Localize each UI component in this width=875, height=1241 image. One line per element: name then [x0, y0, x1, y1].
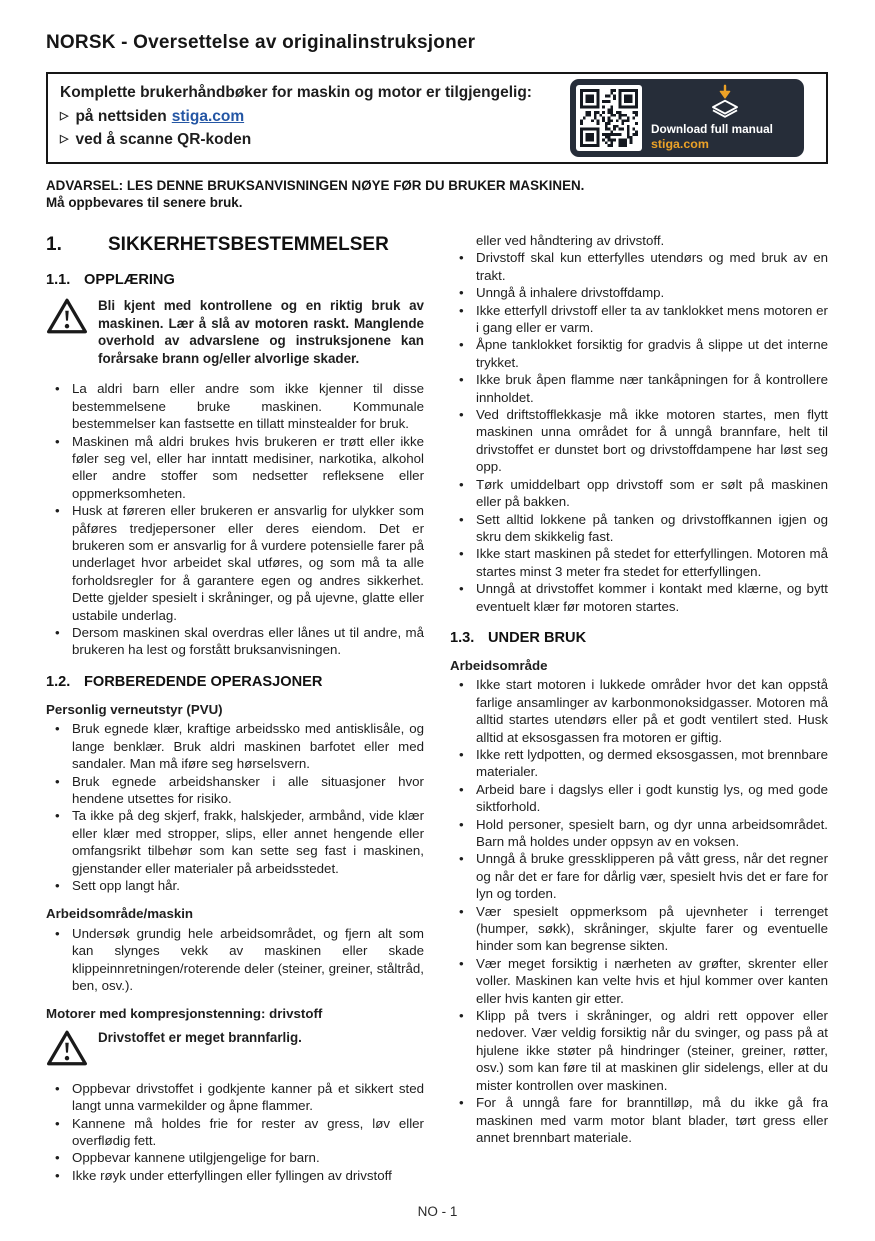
warning-line1: ADVARSEL: LES DENNE BRUKSANVISNINGEN NØYE FØR DU BRUKER MASKINEN.	[46, 178, 585, 193]
list-item: • Oppbevar drivstoffet i godkjente kanner på et sikkert sted langt unna varmekilder og åpne flammer.	[46, 1080, 424, 1115]
bullet-list	[46, 720, 424, 894]
column-right	[450, 232, 828, 1186]
list-item: • Vær meget forsiktig i nærheten av grøfter, skrenter eller voller. Maskinen kan velte hvis et hjul kommer over kanten eller hvis kanten gir etter.	[450, 955, 828, 1007]
list-item: • Åpne tanklokket forsiktig for gradvis å slippe ut det interne trykket.	[450, 336, 828, 371]
section-number: 1.	[46, 234, 62, 255]
warning-note	[46, 1029, 424, 1067]
list-item: • Sett opp langt hår.	[46, 877, 424, 894]
list-item: • Unngå å inhalere drivstoffdamp.	[450, 284, 828, 301]
bullet-list	[450, 676, 828, 1146]
list-item: • Arbeid bare i dagslys eller i godt kunstig lys, og med gode siktforhold.	[450, 781, 828, 816]
manual-info-text	[60, 84, 570, 152]
warning-line2: Må oppbevares til senere bruk.	[46, 195, 243, 210]
download-site-label: stiga.com	[651, 137, 709, 151]
continuation-paragraph: eller ved håndtering av drivstoff.	[476, 233, 665, 248]
list-item: • Bruk egnede arbeidshansker i alle situasjoner hvor hendene utsettes for risiko.	[46, 773, 424, 808]
list-item: • Husk at føreren eller brukeren er ansvarlig for ulykker som påføres tredjepersoner eller deres eiendom. Det er brukeren som er ansvarlig for å vurdere potensielle farer på underlaget hvor arbeidet skal utføres, og som må ta alle forholdsregler for å garantere egen og andres sikkerhet. Dette gjelder spesielt i skråninger, og på ujevne, glatte eller ustabile underlag.	[46, 502, 424, 624]
qr-code-icon	[576, 85, 642, 151]
subsection-number: 1.3.	[450, 629, 475, 646]
paragraph-heading: Motorer med kompresjonstenning: drivstoff	[46, 1006, 323, 1022]
list-item: • Unngå å bruke gressklipperen på vått gress, når det regner og når det er fare for dårlig vær, spesielt hvis det er fare for lyn og torden.	[450, 850, 828, 902]
section-title: SIKKERHETSBESTEMMELSER	[108, 234, 389, 255]
bullet-list	[46, 380, 424, 659]
list-item: • For å unngå fare for branntilløp, må du ikke gå fra maskinen med varm motor blant blader, tørt gress eller annet brennbart materiale.	[450, 1094, 828, 1146]
list-item: • Ikke røyk under etterfyllingen eller fyllingen av drivstoff	[46, 1167, 424, 1184]
info-item-qr	[60, 129, 570, 152]
subsection-heading	[450, 630, 828, 646]
subsection-number: 1.2.	[46, 673, 71, 690]
subsection-heading	[46, 272, 424, 288]
section-heading	[46, 234, 424, 256]
stiga-link[interactable]: stiga.com	[171, 108, 245, 125]
list-item: • Kannene må holdes frie for rester av gress, løv eller overflødig fett.	[46, 1115, 424, 1150]
subsection-number: 1.1.	[46, 272, 71, 288]
warning-triangle-icon	[46, 297, 88, 367]
list-item: • Klipp på tvers i skråninger, og aldri rett oppover eller nedover. Vær veldig forsiktig når du svinger, og pass på at hjulene ikke støter på hindringer (steiner, greiner, røtter, osv.) som kan føre til at maskinen glir sidelengs, eller at du mister kontrollen over maskinen.	[450, 1007, 828, 1094]
list-item: • Ikke rett lydpotten, og dermed eksosgassen, mot brennbare materialer.	[450, 746, 828, 781]
info-item-qr-text: ved å scanne QR-koden	[75, 131, 252, 148]
list-item: • Unngå at drivstoffet kommer i kontakt med klærne, og bytt eventuelt klær før motoren startes.	[450, 580, 828, 615]
list-item: • Drivstoff skal kun etterfylles utendørs og med bruk av en trakt.	[450, 249, 828, 284]
two-column-layout	[46, 232, 828, 1186]
subsection-title: FORBEREDENDE OPERASJONER	[84, 673, 323, 690]
subsection-title: OPPLÆRING	[84, 272, 175, 288]
warning-statement	[46, 177, 828, 211]
list-item: • Bruk egnede klær, kraftige arbeidssko med antisklisåle, og lange benklær. Bruk aldri maskinen barfotet eller med sandaler. Man må iføre seg hørselsvern.	[46, 720, 424, 772]
paragraph-heading: Personlig verneutstyr (PVU)	[46, 701, 223, 717]
subsection-heading	[46, 674, 424, 690]
download-label: Download full manual	[651, 122, 773, 136]
list-item: • Undersøk grundig hele arbeidsområdet, og fjern alt som kan slynges vekk av maskinen eller skade klippeinnretningen/roterende deler (steiner, greiner, ståltråd, ben, osv.).	[46, 925, 424, 995]
bullet-list	[450, 249, 828, 615]
warning-note-text: Bli kjent med kontrollene og en riktig bruk av maskinen. Lær å slå av motoren raskt. Manglende overhold av advarslene og instruksjonene kan forårsake brann og/eller alvorlige skader.	[98, 298, 424, 366]
download-info	[651, 84, 798, 152]
paragraph-heading: Arbeidsområde/maskin	[46, 906, 194, 922]
list-item: • Tørk umiddelbart opp drivstoff som er sølt på maskinen eller på bakken.	[450, 476, 828, 511]
list-item: • Maskinen må aldri brukes hvis brukeren er trøtt eller ikke føler seg vel, eller har inntatt medisiner, narkotika, alkohol eller andre stoffer som nedsetter refleksene eller oppmerksomheten.	[46, 433, 424, 503]
list-item: • Vær spesielt oppmerksom på ujevnheter i terrenget (humper, søkk), skråninger, skjulte farer og eventuelle hinder som kan begrense sikten.	[450, 903, 828, 955]
subsection-title: UNDER BRUK	[488, 629, 587, 646]
bullet-list	[46, 925, 424, 995]
list-item: • Ikke start maskinen på stedet for etterfyllingen. Motoren må startes minst 3 meter fra stedet for etterfyllingen.	[450, 545, 828, 580]
list-item: • Ikke bruk åpen flamme nær tankåpningen for å kontrollere innholdet.	[450, 371, 828, 406]
paragraph-heading: Arbeidsområde	[450, 657, 548, 673]
bullet-list	[46, 1080, 424, 1184]
list-item: • Sett alltid lokkene på tanken og drivstoffkannen igjen og skru dem skikkelig fast.	[450, 511, 828, 546]
page-title: NORSK - Oversettelse av originalinstruksjoner	[46, 32, 476, 53]
list-item: • Ved driftstofflekkasje må ikke motoren startes, men flytt maskinen unna området for å unngå brannfare, helt til drivstoffet er dunstet bort og drivstoffdampene har løst seg opp.	[450, 406, 828, 476]
info-item-website	[60, 106, 570, 129]
triangle-bullet-icon: ▷	[60, 110, 69, 122]
download-panel	[570, 79, 804, 157]
list-item: • Ta ikke på deg skjerf, frakk, halskjeder, armbånd, vide klær eller klær med stropper, slips, eller annet hengende eller omfangsrikt tilbehør som kan sette seg fast i maskinen, gjenstander eller materialer på arbeidsstedet.	[46, 807, 424, 877]
list-item: • Ikke etterfyll drivstoff eller ta av tanklokket mens motoren er i gang eller er varm.	[450, 302, 828, 337]
list-item: • Dersom maskinen skal overdras eller lånes ut til andre, må brukeren ha lest og forstått bruksanvisningen.	[46, 624, 424, 659]
page-number: NO - 1	[417, 1204, 458, 1219]
list-item: • La aldri barn eller andre som ikke kjenner til disse bestemmelsene bruke maskinen. Kommunale bestemmelser kan fastsette en tillatt minstealder for bruk.	[46, 380, 424, 432]
warning-triangle-icon	[46, 1029, 88, 1067]
manual-info-box	[46, 72, 828, 164]
list-item: • Ikke start motoren i lukkede områder hvor det kan oppstå farlige ansamlinger av karbonmonoksidgasser. Motoren må alltid startes utendørs eller på et godt ventilert sted. Husk alltid at eksosgassen fra motoren er giftig.	[450, 676, 828, 746]
warning-note-text: Drivstoffet er meget brannfarlig.	[98, 1029, 302, 1045]
list-item: • Hold personer, spesielt barn, og dyr unna arbeidsområdet. Barn må holdes under oppsyn av en voksen.	[450, 816, 828, 851]
download-manual-icon	[704, 84, 746, 121]
triangle-bullet-icon: ▷	[60, 133, 69, 145]
info-heading: Komplette brukerhåndbøker for maskin og motor er tilgjengelig:	[60, 84, 532, 101]
info-item-website-text: på nettsiden	[75, 108, 167, 125]
warning-note	[46, 297, 424, 367]
column-left	[46, 232, 424, 1186]
list-item: • Oppbevar kannene utilgjengelige for barn.	[46, 1149, 424, 1166]
